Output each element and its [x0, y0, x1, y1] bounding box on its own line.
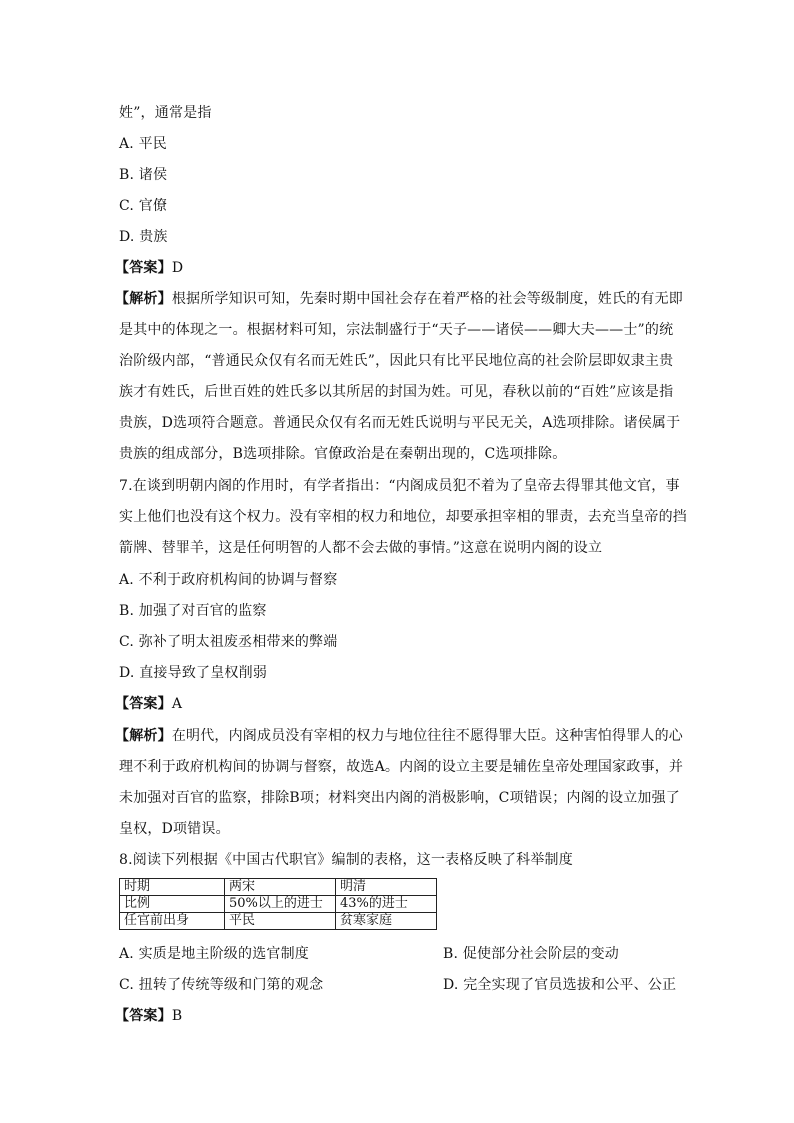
table-cell: 43%的进士	[336, 896, 437, 913]
analysis-text: 根据所学知识可知，先秦时期中国社会存在着严格的社会等级制度，姓氏的有无即	[171, 291, 684, 307]
q8-option-c: C. 扭转了传统等级和门第的观念	[119, 977, 324, 993]
q6-analysis-line-6: 贵族的组成部分，B选项排除。官僚政治是在秦朝出现的，C选项排除。	[119, 446, 567, 462]
q6-option-d: D. 贵族	[119, 229, 168, 245]
q7-option-b: B. 加强了对百官的监察	[119, 603, 267, 619]
q7-analysis-line-1	[115, 726, 683, 746]
q6-analysis-line-5: 贵族，D选项符合题意。普通民众仅有名而无姓氏说明与平民无关，A选项排除。诸侯属于	[119, 415, 681, 431]
answer-value: A	[171, 696, 183, 712]
table-cell: 两宋	[225, 879, 336, 896]
table-cell: 任官前出身	[120, 913, 225, 930]
analysis-tag: 【解析】	[115, 291, 172, 307]
analysis-tag: 【解析】	[115, 728, 172, 744]
table-row	[120, 896, 437, 913]
table-cell: 贫寒家庭	[336, 913, 437, 930]
q6-analysis-line-1	[115, 289, 683, 309]
answer-value: D	[171, 260, 184, 276]
q6-analysis-line-3: 治阶级内部，“普通民众仅有名而无姓氏”，因此只有比平民地位高的社会阶层即奴隶主贵	[119, 353, 674, 369]
answer-tag: 【答案】	[115, 696, 172, 712]
q6-option-b: B. 诸侯	[119, 167, 168, 183]
answer-value: B	[171, 1008, 183, 1024]
table-cell: 平民	[225, 913, 336, 930]
table-row	[120, 913, 437, 930]
q6-stem-tail: 姓”，通常是指	[119, 105, 212, 121]
q8-stem: 8.阅读下列根据《中国古代职官》编制的表格，这一表格反映了科举制度	[119, 852, 573, 868]
q7-stem-line-3: 箭牌、替罪羊，这是任何明智的人都不会去做的事情。”这意在说明内阁的设立	[119, 540, 603, 556]
q8-option-b: B. 促使部分社会阶层的变动	[443, 946, 619, 962]
q6-analysis-line-2: 是其中的体现之一。根据材料可知，宗法制盛行于“天子——诸侯——卿大夫——士”的统	[119, 322, 674, 338]
table-row	[120, 879, 437, 896]
table-cell: 比例	[120, 896, 225, 913]
q7-option-c: C. 弥补了明太祖废丞相带来的弊端	[119, 634, 338, 650]
q6-option-a: A. 平民	[119, 136, 168, 152]
q7-stem-line-2: 实上他们也没有这个权力。没有宰相的权力和地位，却要承担宰相的罪责，去充当皇帝的挡	[119, 509, 687, 525]
q7-analysis-line-4: 皇权，D项错误。	[119, 821, 230, 837]
q6-answer	[115, 258, 183, 278]
q6-option-c: C. 官僚	[119, 198, 168, 214]
table-cell: 时期	[120, 879, 225, 896]
q7-option-a: A. 不利于政府机构间的协调与督察	[119, 572, 338, 588]
q7-analysis-line-3: 未加强对百官的监察，排除B项；材料突出内阁的消极影响，C项错误；内阁的设立加强了	[119, 790, 680, 806]
q7-stem-line-1: 7.在谈到明朝内阁的作用时，有学者指出：“内阁成员犯不着为了皇帝去得罪其他文官，事	[119, 478, 680, 494]
q8-option-a: A. 实质是地主阶级的选官制度	[119, 946, 310, 962]
q8-option-d: D. 完全实现了官员选拔和公平、公正	[443, 977, 677, 993]
answer-tag: 【答案】	[115, 260, 172, 276]
answer-tag: 【答案】	[115, 1008, 172, 1024]
q7-option-d: D. 直接导致了皇权削弱	[119, 665, 268, 681]
table-cell: 明清	[336, 879, 437, 896]
analysis-text: 在明代，内阁成员没有宰相的权力与地位往往不愿得罪大臣。这种害怕得罪人的心	[171, 728, 684, 744]
q8-answer	[115, 1006, 182, 1026]
q7-analysis-line-2: 理不利于政府机构间的协调与督察，故选A。内阁的设立主要是辅佐皇帝处理国家政事，并	[119, 759, 684, 775]
table-cell: 50%以上的进士	[225, 896, 336, 913]
q7-answer	[115, 694, 182, 714]
q8-data-table	[119, 878, 437, 930]
q6-analysis-line-4: 族才有姓氏，后世百姓的姓氏多以其所居的封国为姓。可见，春秋以前的“百姓”应该是指	[119, 384, 674, 400]
